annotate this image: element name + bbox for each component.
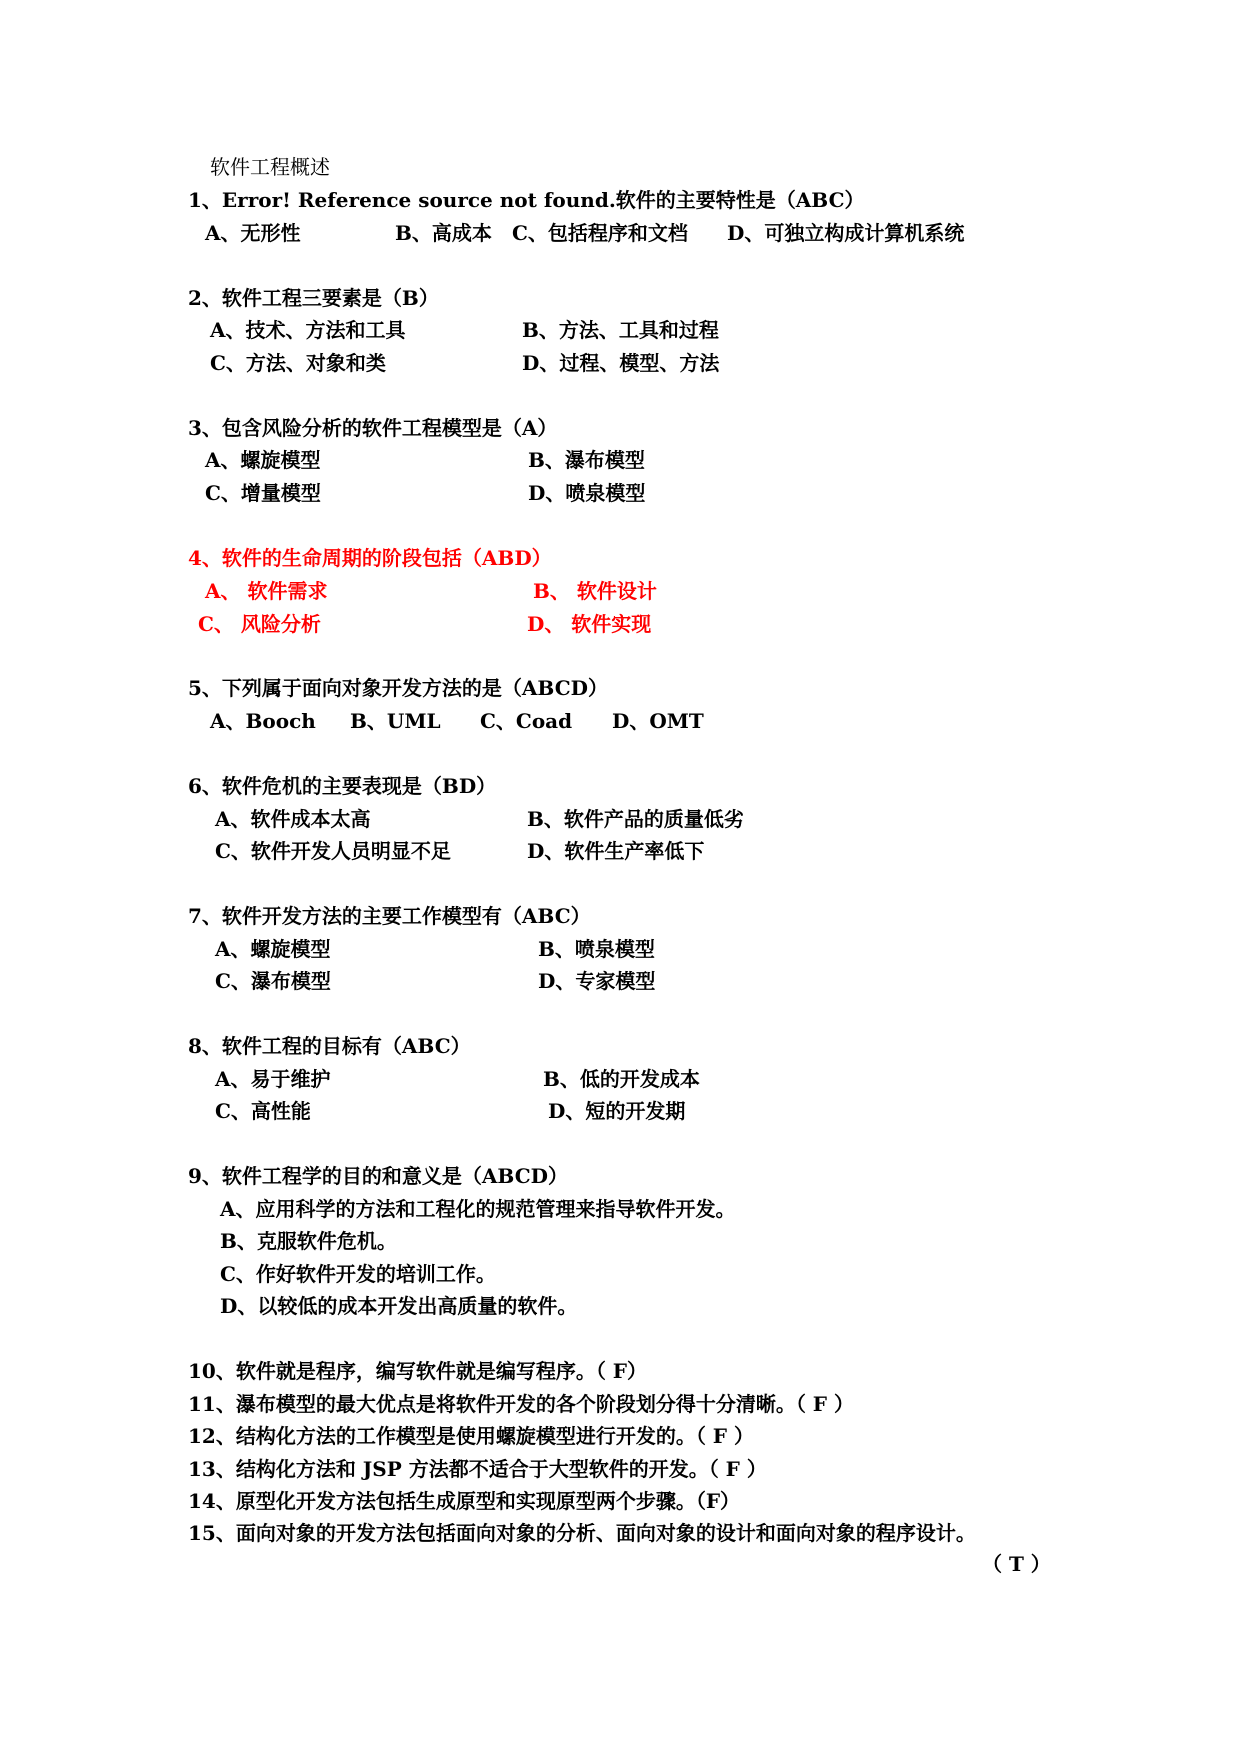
question-8-option-c: C、高性能 [215,1099,311,1123]
question-1-stem: 1、Error! Reference source not found.软件的主要特性是（ABC） [188,188,865,212]
judgement-12: 12、结构化方法的工作模型是使用螺旋模型进行开发的。（ F ） [188,1424,754,1448]
judgement-14: 14、原型化开发方法包括生成原型和实现原型两个步骤。（F） [188,1489,741,1513]
question-9-option-d: D、以较低的成本开发出高质量的软件。 [220,1294,578,1318]
question-3-option-d: D、喷泉模型 [528,481,646,505]
question-3-stem: 3、包含风险分析的软件工程模型是（A） [188,416,558,440]
question-2-stem: 2、软件工程三要素是（B） [188,286,439,310]
question-5-stem: 5、下列属于面向对象开发方法的是（ABCD） [188,676,608,700]
question-1-option-d: D、可独立构成计算机系统 [727,221,965,245]
judgement-13: 13、结构化方法和 JSP 方法都不适合于大型软件的开发。（ F ） [188,1457,767,1481]
question-6-option-c: C、软件开发人员明显不足 [215,839,451,863]
question-2-option-c: C、方法、对象和类 [210,351,386,375]
question-2-option-d: D、过程、模型、方法 [522,351,720,375]
judgement-15-answer: （ T ） [982,1552,1051,1576]
question-6-option-d: D、软件生产率低下 [527,839,705,863]
question-2-option-a: A、技术、方法和工具 [210,318,406,342]
question-5-option-a: A、Booch [210,709,316,733]
question-7-option-a: A、螺旋模型 [215,937,331,961]
question-6-option-a: A、软件成本太高 [215,807,371,831]
question-3-option-b: B、瀑布模型 [528,448,645,472]
question-7-option-b: B、喷泉模型 [538,937,655,961]
question-3-option-c: C、增量模型 [205,481,321,505]
question-4-option-d: D、 软件实现 [527,612,652,636]
question-7-option-d: D、专家模型 [538,969,656,993]
question-9-option-b: B、克服软件危机。 [220,1229,397,1253]
question-9-stem: 9、软件工程学的目的和意义是（ABCD） [188,1164,568,1188]
question-6-stem: 6、软件危机的主要表现是（BD） [188,774,497,798]
question-9-option-a: A、应用科学的方法和工程化的规范管理来指导软件开发。 [220,1197,736,1221]
question-8-option-a: A、易于维护 [215,1067,331,1091]
judgement-10: 10、软件就是程序，编写软件就是编写程序。（ F） [188,1359,647,1383]
judgement-11: 11、瀑布模型的最大优点是将软件开发的各个阶段划分得十分清晰。（ F ） [188,1392,854,1416]
question-5-option-c: C、Coad [480,709,573,733]
question-8-option-b: B、低的开发成本 [543,1067,700,1091]
question-1-option-a: A、无形性 [205,221,301,245]
question-4-option-c: C、 风险分析 [198,612,321,636]
judgement-15: 15、面向对象的开发方法包括面向对象的分析、面向对象的设计和面向对象的程序设计。 [188,1521,976,1545]
question-1-option-b: B、高成本 [395,221,492,245]
question-5-option-d: D、OMT [612,709,704,733]
question-3-option-a: A、螺旋模型 [205,448,321,472]
question-7-option-c: C、瀑布模型 [215,969,331,993]
question-5-option-b: B、UML [350,709,441,733]
question-4-stem: 4、软件的生命周期的阶段包括（ABD） [188,546,552,570]
page-title: 软件工程概述 [210,155,330,179]
question-4-option-b: B、 软件设计 [533,579,657,603]
question-2-option-b: B、方法、工具和过程 [522,318,719,342]
question-8-stem: 8、软件工程的目标有（ABC） [188,1034,471,1058]
question-1-option-c: C、包括程序和文档 [512,221,688,245]
question-8-option-d: D、短的开发期 [548,1099,686,1123]
question-9-option-c: C、作好软件开发的培训工作。 [220,1262,496,1286]
question-7-stem: 7、软件开发方法的主要工作模型有（ABC） [188,904,591,928]
question-4-option-a: A、 软件需求 [205,579,328,603]
question-6-option-b: B、软件产品的质量低劣 [527,807,744,831]
